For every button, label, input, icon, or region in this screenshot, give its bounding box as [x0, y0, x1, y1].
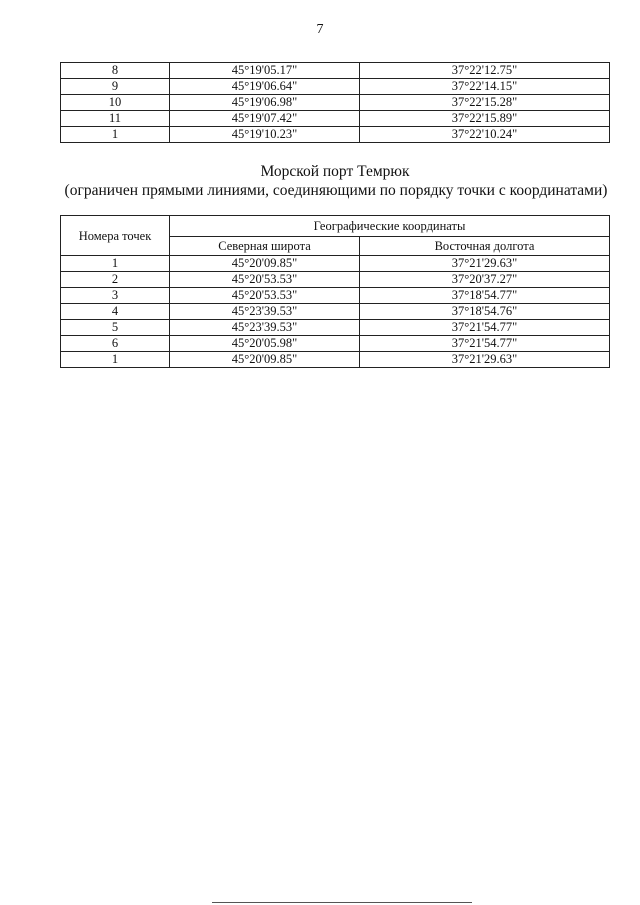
longitude-cell: 37°21'29.63" — [360, 256, 610, 272]
longitude-cell: 37°21'54.77" — [360, 336, 610, 352]
point-number-cell: 3 — [61, 288, 170, 304]
point-number-cell: 5 — [61, 320, 170, 336]
page-bottom-divider — [212, 902, 472, 903]
table-row — [61, 352, 610, 368]
latitude-cell: 45°19'05.17" — [170, 63, 360, 79]
longitude-cell: 37°22'12.75" — [360, 63, 610, 79]
table-body — [61, 256, 610, 368]
latitude-cell: 45°20'53.53" — [170, 272, 360, 288]
latitude-cell: 45°19'06.98" — [170, 95, 360, 111]
table-row — [61, 63, 610, 79]
table-row — [61, 288, 610, 304]
table-row — [61, 336, 610, 352]
longitude-cell: 37°22'15.28" — [360, 95, 610, 111]
latitude-cell: 45°23'39.53" — [170, 320, 360, 336]
table-body — [61, 63, 610, 143]
point-number-cell: 2 — [61, 272, 170, 288]
latitude-cell: 45°19'10.23" — [170, 127, 360, 143]
longitude-cell: 37°21'29.63" — [360, 352, 610, 368]
page-number: 7 — [316, 22, 324, 37]
port-coordinates-table — [60, 215, 610, 368]
longitude-cell: 37°21'54.77" — [360, 320, 610, 336]
header-longitude: Восточная долгота — [360, 237, 610, 256]
latitude-cell: 45°19'06.64" — [170, 79, 360, 95]
latitude-cell: 45°20'09.85" — [170, 256, 360, 272]
table-row — [61, 79, 610, 95]
section-subtitle: (ограничен прямыми линиями, соединяющими по порядку точки с координатами) — [64, 182, 608, 199]
header-points: Номера точек — [61, 216, 170, 256]
point-number-cell: 1 — [61, 256, 170, 272]
point-number-cell: 4 — [61, 304, 170, 320]
point-number-cell: 11 — [61, 111, 170, 127]
table-header — [61, 216, 610, 256]
point-number-cell: 1 — [61, 127, 170, 143]
table-row — [61, 320, 610, 336]
table-row — [61, 95, 610, 111]
point-number-cell: 9 — [61, 79, 170, 95]
header-row — [61, 216, 610, 237]
header-geographic-coordinates: Географические координаты — [170, 216, 610, 237]
table-row — [61, 256, 610, 272]
latitude-cell: 45°19'07.42" — [170, 111, 360, 127]
latitude-cell: 45°20'05.98" — [170, 336, 360, 352]
point-number-cell: 8 — [61, 63, 170, 79]
table-row — [61, 272, 610, 288]
header-latitude: Северная широта — [170, 237, 360, 256]
longitude-cell: 37°18'54.76" — [360, 304, 610, 320]
latitude-cell: 45°23'39.53" — [170, 304, 360, 320]
table-row — [61, 111, 610, 127]
coordinates-table-continued — [60, 62, 610, 143]
latitude-cell: 45°20'09.85" — [170, 352, 360, 368]
table-row — [61, 127, 610, 143]
point-number-cell: 6 — [61, 336, 170, 352]
point-number-cell: 1 — [61, 352, 170, 368]
longitude-cell: 37°18'54.77" — [360, 288, 610, 304]
point-number-cell: 10 — [61, 95, 170, 111]
latitude-cell: 45°20'53.53" — [170, 288, 360, 304]
table-row — [61, 304, 610, 320]
longitude-cell: 37°22'15.89" — [360, 111, 610, 127]
longitude-cell: 37°20'37.27" — [360, 272, 610, 288]
longitude-cell: 37°22'10.24" — [360, 127, 610, 143]
longitude-cell: 37°22'14.15" — [360, 79, 610, 95]
section-title: Морской порт Темрюк — [260, 163, 410, 180]
